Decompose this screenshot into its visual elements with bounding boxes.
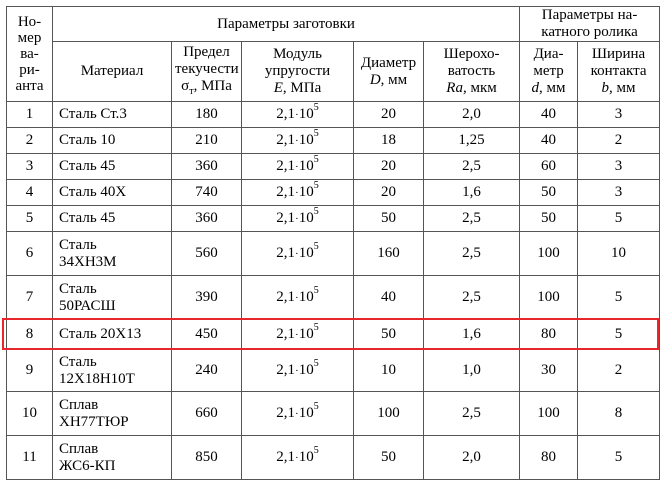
cell-modulus: $2,1\cdot 10^5$	[242, 206, 354, 232]
cell-variant: 9	[7, 350, 53, 392]
header-material: Материал	[53, 42, 172, 102]
header-contact-width: Ширина контакта b, мм	[578, 42, 660, 102]
table-row	[7, 320, 660, 350]
cell-modulus: $2,1\cdot 10^5$	[242, 128, 354, 154]
table-row	[7, 102, 660, 128]
table-row	[7, 206, 660, 232]
cell-roughness: 2,5	[424, 276, 520, 320]
cell-roller-diameter: 80	[520, 436, 578, 480]
cell-roller-diameter: 100	[520, 392, 578, 436]
cell-modulus: $2,1\cdot 10^5$	[242, 436, 354, 480]
cell-yield: 360	[172, 206, 242, 232]
cell-contact-width: 10	[578, 232, 660, 276]
cell-contact-width: 5	[578, 320, 660, 350]
cell-roughness: 1,6	[424, 180, 520, 206]
cell-modulus: $2,1\cdot 10^5$	[242, 232, 354, 276]
cell-roughness: 2,5	[424, 154, 520, 180]
cell-yield: 210	[172, 128, 242, 154]
cell-yield: 360	[172, 154, 242, 180]
cell-diameter: 10	[354, 350, 424, 392]
table-row	[7, 154, 660, 180]
cell-variant: 4	[7, 180, 53, 206]
header-yield-strength: Предел текучести $\sigma_т$, МПа	[172, 42, 242, 102]
cell-modulus: $2,1\cdot 10^5$	[242, 180, 354, 206]
header-diameter: Диаметр D, мм	[354, 42, 424, 102]
cell-material: Сталь 12Х18Н10Т	[53, 350, 172, 392]
cell-contact-width: 2	[578, 128, 660, 154]
table-row	[7, 232, 660, 276]
cell-variant: 5	[7, 206, 53, 232]
cell-roughness: 2,5	[424, 392, 520, 436]
cell-diameter: 50	[354, 436, 424, 480]
table-row	[7, 350, 660, 392]
cell-variant: 1	[7, 102, 53, 128]
cell-modulus: $2,1\cdot 10^5$	[242, 102, 354, 128]
cell-modulus: $2,1\cdot 10^5$	[242, 276, 354, 320]
cell-variant: 10	[7, 392, 53, 436]
header-blank-parameters: Параметры заготовки	[53, 7, 520, 42]
cell-roughness: 1,25	[424, 128, 520, 154]
cell-variant: 2	[7, 128, 53, 154]
table-row	[7, 128, 660, 154]
header-variant-number: Но- мер ва- ри- анта	[7, 7, 53, 102]
cell-roller-diameter: 80	[520, 320, 578, 350]
table-row	[7, 180, 660, 206]
cell-yield: 240	[172, 350, 242, 392]
cell-diameter: 100	[354, 392, 424, 436]
cell-yield: 850	[172, 436, 242, 480]
cell-contact-width: 5	[578, 436, 660, 480]
cell-diameter: 20	[354, 154, 424, 180]
cell-roller-diameter: 30	[520, 350, 578, 392]
cell-modulus: $2,1\cdot 10^5$	[242, 350, 354, 392]
cell-material: Сталь Ст.3	[53, 102, 172, 128]
parameters-table	[6, 6, 660, 480]
cell-material: Сталь 45	[53, 206, 172, 232]
cell-roughness: 2,5	[424, 232, 520, 276]
cell-diameter: 18	[354, 128, 424, 154]
cell-diameter: 20	[354, 180, 424, 206]
cell-yield: 560	[172, 232, 242, 276]
cell-roller-diameter: 50	[520, 206, 578, 232]
cell-contact-width: 3	[578, 102, 660, 128]
cell-yield: 740	[172, 180, 242, 206]
header-roughness: Шерохо- ватость Ra, мкм	[424, 42, 520, 102]
cell-roughness: 2,5	[424, 206, 520, 232]
cell-material: Сталь 50РАСШ	[53, 276, 172, 320]
cell-diameter: 20	[354, 102, 424, 128]
cell-modulus: $2,1\cdot 10^5$	[242, 320, 354, 350]
cell-roller-diameter: 40	[520, 128, 578, 154]
cell-material: Сплав ЖС6-КП	[53, 436, 172, 480]
cell-roller-diameter: 50	[520, 180, 578, 206]
table-body	[7, 102, 660, 480]
cell-roughness: 1,0	[424, 350, 520, 392]
cell-yield: 390	[172, 276, 242, 320]
cell-material: Сталь 40Х	[53, 180, 172, 206]
cell-yield: 660	[172, 392, 242, 436]
cell-roughness: 2,0	[424, 102, 520, 128]
cell-diameter: 50	[354, 320, 424, 350]
cell-material: Сплав ХН77ТЮР	[53, 392, 172, 436]
cell-diameter: 50	[354, 206, 424, 232]
cell-diameter: 160	[354, 232, 424, 276]
cell-material: Сталь 20Х13	[53, 320, 172, 350]
cell-contact-width: 8	[578, 392, 660, 436]
table-row	[7, 392, 660, 436]
table-row	[7, 276, 660, 320]
cell-material: Сталь 10	[53, 128, 172, 154]
header-roller-parameters: Параметры на- катного ролика	[520, 7, 660, 42]
header-elastic-modulus: Модуль упругости E, МПа	[242, 42, 354, 102]
cell-variant: 11	[7, 436, 53, 480]
cell-roughness: 2,0	[424, 436, 520, 480]
cell-material: Сталь 34ХН3М	[53, 232, 172, 276]
cell-variant: 7	[7, 276, 53, 320]
cell-variant: 3	[7, 154, 53, 180]
cell-roller-diameter: 100	[520, 232, 578, 276]
cell-yield: 180	[172, 102, 242, 128]
cell-diameter: 40	[354, 276, 424, 320]
cell-material: Сталь 45	[53, 154, 172, 180]
cell-contact-width: 5	[578, 206, 660, 232]
cell-roller-diameter: 60	[520, 154, 578, 180]
cell-roughness: 1,6	[424, 320, 520, 350]
table-row	[7, 436, 660, 480]
cell-variant: 6	[7, 232, 53, 276]
cell-variant: 8	[7, 320, 53, 350]
cell-roller-diameter: 40	[520, 102, 578, 128]
cell-modulus: $2,1\cdot 10^5$	[242, 154, 354, 180]
cell-roller-diameter: 100	[520, 276, 578, 320]
cell-contact-width: 3	[578, 180, 660, 206]
cell-yield: 450	[172, 320, 242, 350]
header-roller-diameter: Диа- метр d, мм	[520, 42, 578, 102]
cell-contact-width: 5	[578, 276, 660, 320]
cell-modulus: $2,1\cdot 10^5$	[242, 392, 354, 436]
cell-contact-width: 3	[578, 154, 660, 180]
cell-contact-width: 2	[578, 350, 660, 392]
